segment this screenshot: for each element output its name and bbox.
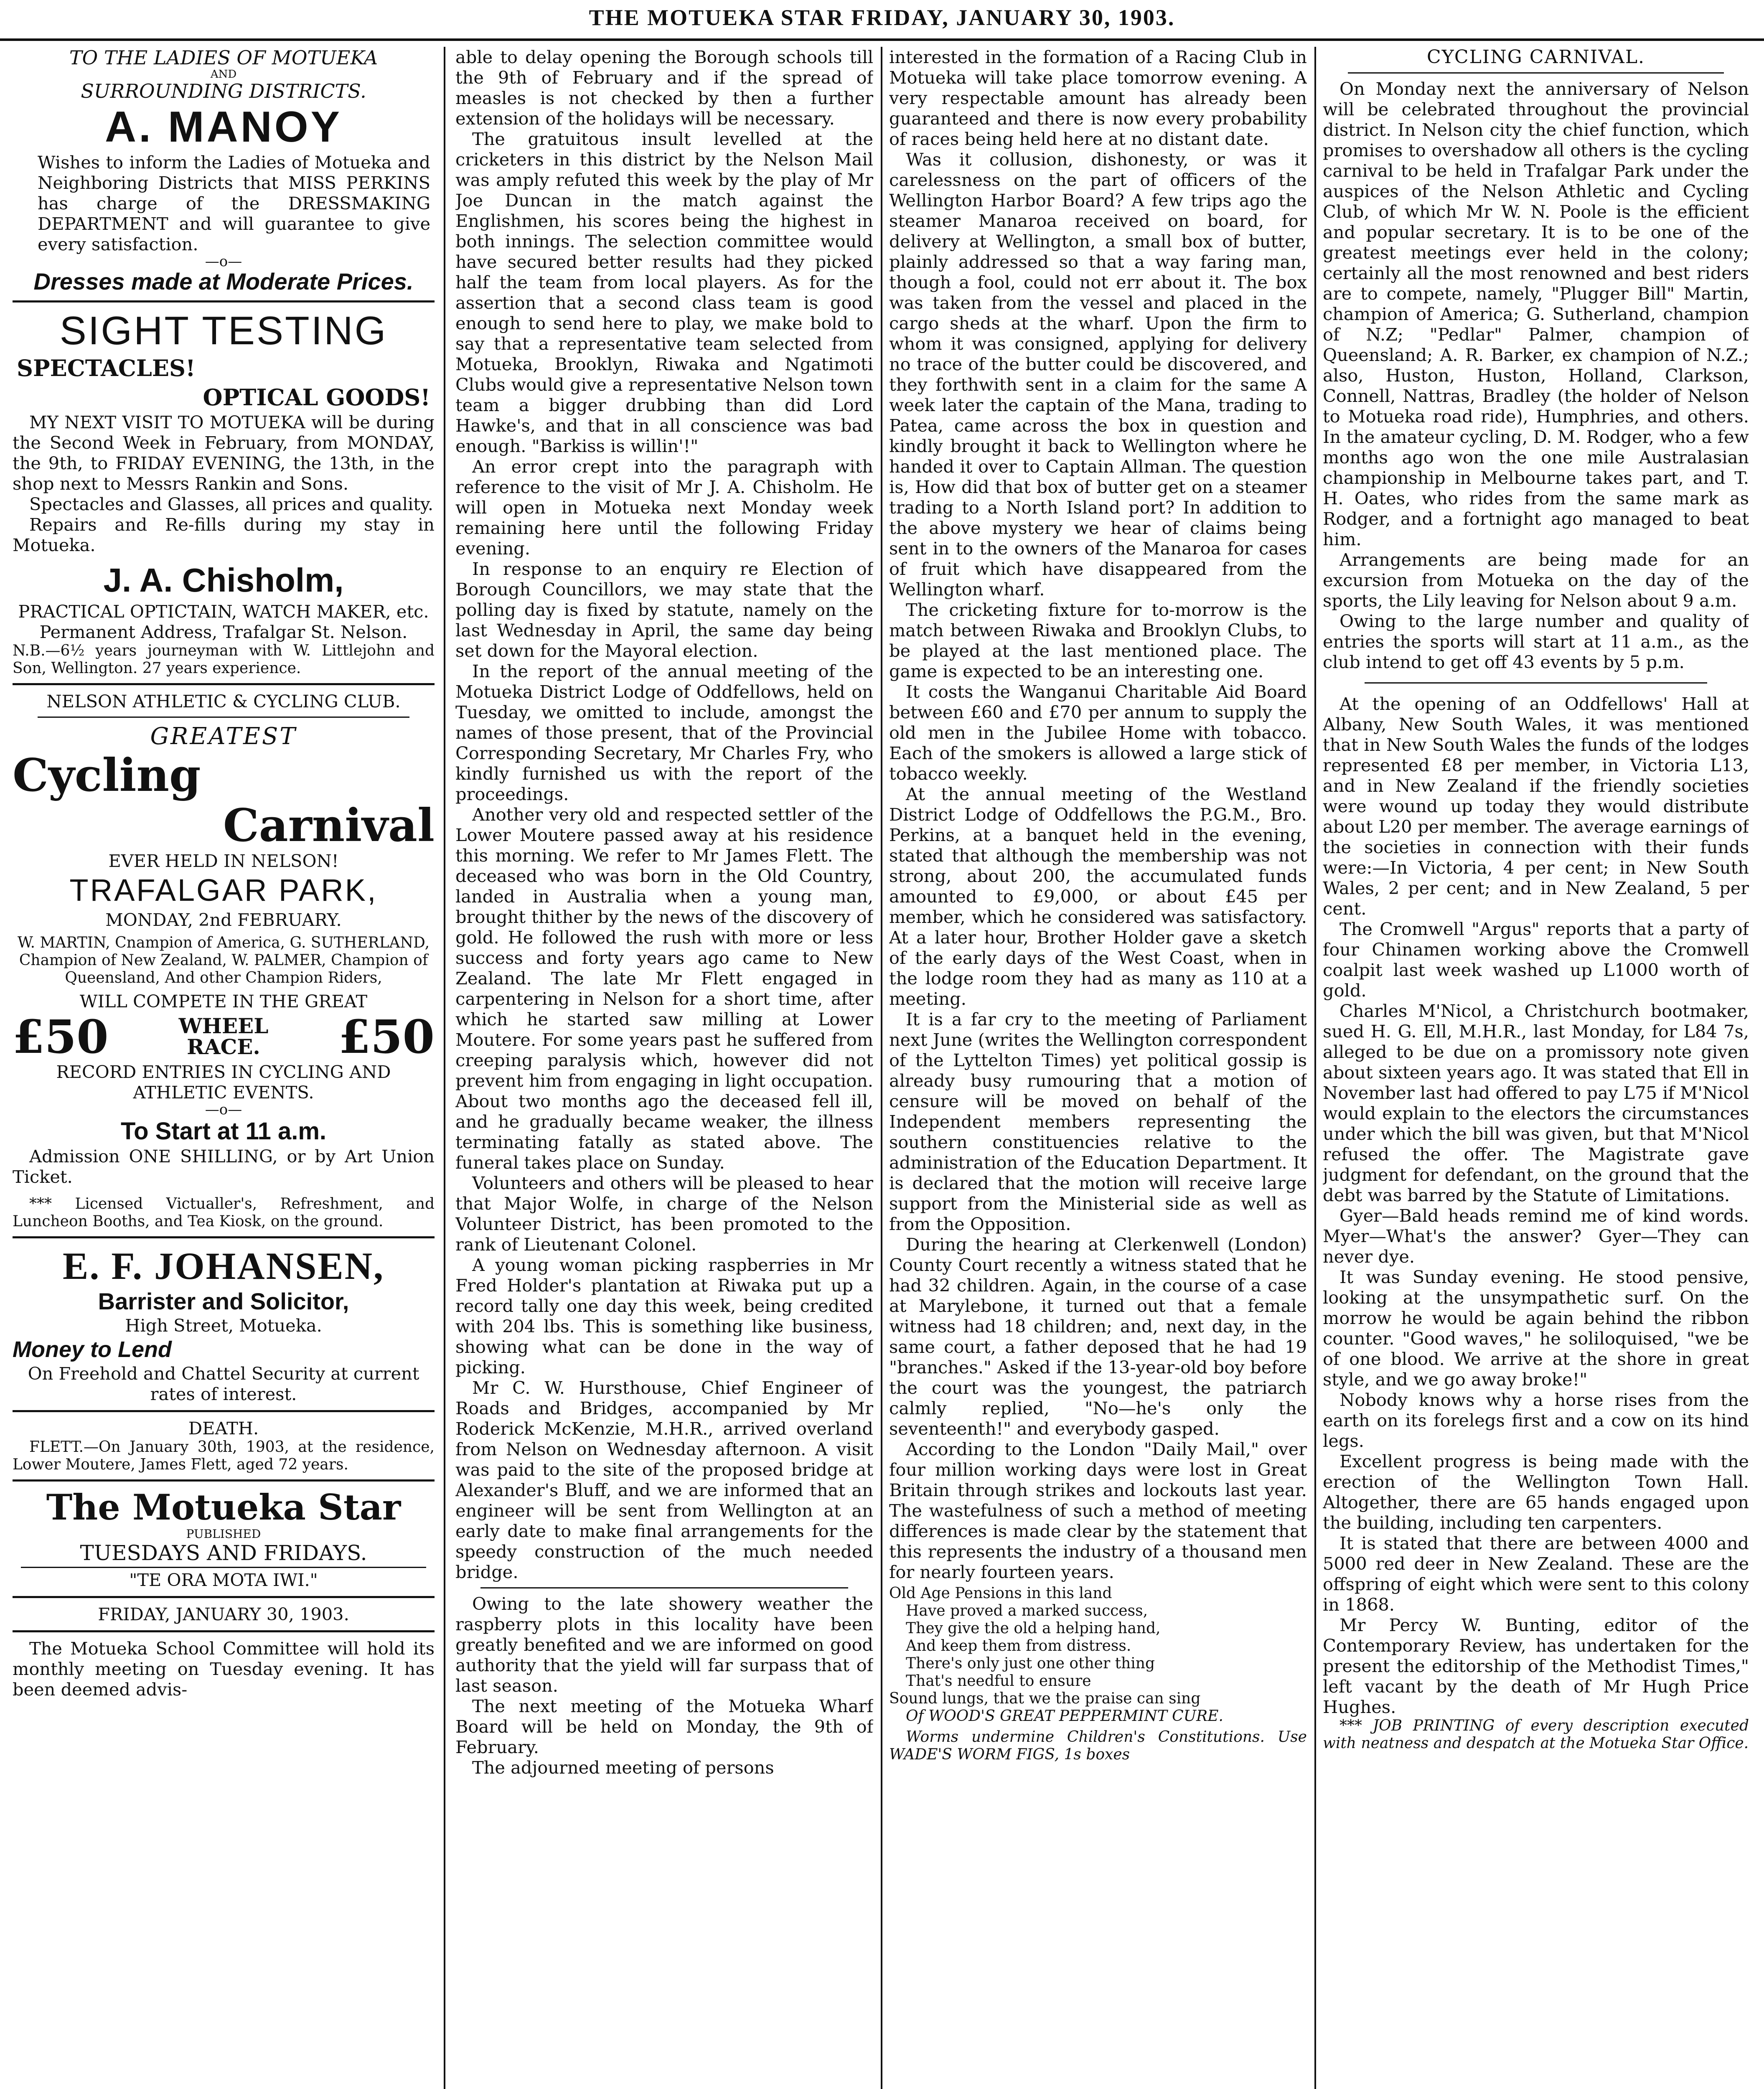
divider <box>21 1567 426 1568</box>
column-news-2 <box>455 47 873 2089</box>
separator: —o— <box>205 253 242 270</box>
verse-line: They give the old a helping hand, <box>906 1620 1161 1637</box>
divider <box>13 683 435 685</box>
compete-line: WILL COMPETE IN THE GREAT <box>79 991 368 1011</box>
job-printing-notice: *** JOB PRINTING of every description executed with neatness and despatch at the Motueka Star Office. <box>1323 1717 1749 1752</box>
separator: —o— <box>205 1101 242 1118</box>
news-paragraph: The Cromwell "Argus" reports that a party of four Chinamen working above the Cromwell coalpit last week washed up L1000 worth of gold. <box>1323 919 1749 1001</box>
news-paragraph: At the annual meeting of the Westland District Lodge of Oddfellows the P.G.M., Bro. Perkins, at a banquet held in the evening, stated that although the membership was not strong, about 200, the accumulated funds amounted to £9,000, or about £45 per member, which he considered was satisfactory. At a later hour, Brother Holder gave a sketch of the early days of the West Coast, when in the lodge room they had as many as 110 at a meeting. <box>889 784 1307 1009</box>
verse-line: That's needful to ensure <box>906 1672 1091 1690</box>
dresses-line: Dresses made at Moderate Prices. <box>33 268 414 295</box>
verse-line: Have proved a marked success, <box>906 1602 1148 1619</box>
tuesdays-line: TUESDAYS AND FRIDAYS. <box>80 1541 367 1565</box>
news-paragraph: Arrangements are being made for an excursion from Motueka on the day of the sports, the Lily leaving for Nelson about 9 a.m. <box>1323 549 1749 611</box>
verse-line: And keep them from distress. <box>906 1637 1131 1654</box>
divider <box>480 1587 848 1588</box>
repairs-notice: Repairs and Re-fills during my stay in Motueka. <box>13 514 435 555</box>
news-paragraph: An error crept into the paragraph with reference to the visit of Mr J. A. Chisholm. He will open in Motueka next Monday week remaining here until the following Friday evening. <box>455 456 873 559</box>
prize-amount: £50 <box>13 1009 109 1064</box>
manoy-text: Wishes to inform the Ladies of Motueka and Neighboring Districts that MISS PERKINS has charge of the DRESSMAKING DEPARTMENT and will guarantee to give every satisfaction. <box>38 152 430 254</box>
ever-held-line: EVER HELD IN NELSON! <box>108 851 339 871</box>
verse-line: Sound lungs, that we the praise can sing <box>889 1690 1201 1707</box>
column-news-3 <box>889 47 1307 2089</box>
news-paragraph: It costs the Wanganui Charitable Aid Board between £60 and £70 per annum to supply the old men in the Jubilee Home with tobacco. Each of the smokers is allowed a large stick of tobacco weekly. <box>889 681 1307 784</box>
cycling-carnival-heading: CYCLING CARNIVAL. <box>1426 47 1645 68</box>
news-paragraph: The next meeting of the Motueka Wharf Board will be held on Monday, the 9th of February. <box>455 1696 873 1757</box>
news-paragraph: At the opening of an Oddfellows' Hall at Albany, New South Wales, it was mentioned that in New South Wales the funds of the lodges represented £8 per member, in Victoria L13, and in New Zealand if the friendly societies were wound up today they would distribute about L20 per member. The average earnings of the societies in connection with their funds were:—In Victoria, 4 per cent; in New South Wales, 2 per cent; and in New Zealand, 5 per cent. <box>1323 694 1749 919</box>
greatest-line: GREATEST <box>150 723 297 750</box>
news-paragraph: The gratuitous insult levelled at the cricketers in this district by the Nelson Mail was amply refuted this week by the play of Mr Joe Duncan in the match against the Englishmen, his scores being the highest in both innings. The selection committee would have secured better results had they picked half the team from local players. As for the assertion that a second class team is good enough to send here to play, we make bold to say that a representative team selected from Motueka, Brooklyn, Riwaka and Ngatimoti Clubs would give a representative Nelson town team a bigger drubbing than did Lord Hawke's, and that in all conscience was bad enough. "Barkiss is willin'!" <box>455 129 873 456</box>
news-paragraph: A young woman picking raspberries in Mr Fred Holder's plantation at Riwaka put up a record tally one day this week, being credited with 204 lbs. This is something like business, showing what can be done in the way of picking. <box>455 1255 873 1377</box>
death-heading: DEATH. <box>188 1418 259 1438</box>
chisholm-trade: PRACTICAL OPTICTAIN, WATCH MAKER, etc. <box>18 601 429 622</box>
news-paragraph: It was Sunday evening. He stood pensive, looking at the unsympathetic surf. On the morrow he would be again behind the ribbon counter. "Good waves," he soliloquised, "we be of one blood. We arrive at the shore in great style, and we go away broke!" <box>1323 1267 1749 1390</box>
motto: "TE ORA MOTA IWI." <box>129 1570 318 1590</box>
divider <box>38 717 409 718</box>
column-rule <box>881 47 882 2089</box>
high-street-line: High Street, Motueka. <box>125 1315 322 1336</box>
news-paragraph: It is stated that there are between 4000 and 5000 red deer in New Zealand. These are the offspring of eight which were sent to this colony in 1868. <box>1323 1533 1749 1615</box>
column-news-4 <box>1323 47 1749 2089</box>
start-time: To Start at 11 a.m. <box>120 1118 327 1145</box>
spectacles-notice: Spectacles and Glasses, all prices and quality. <box>29 494 434 514</box>
divider <box>1348 72 1724 74</box>
race-word: RACE. <box>187 1034 260 1059</box>
wheel-word: WHEEL <box>178 1014 269 1038</box>
news-paragraph: interested in the formation of a Racing Club in Motueka will take place tomorrow evening. A very respectable amount has already been guaranteed and there is now every probability of races being held here at no distant date. <box>889 47 1307 149</box>
chisholm-address: Permanent Address, Trafalgar St. Nelson. <box>39 622 408 642</box>
optical-goods-line: OPTICAL GOODS! <box>203 384 430 411</box>
cycling-line: Cycling <box>13 749 201 802</box>
news-paragraph: The cricketing fixture for to-morrow is the match between Riwaka and Brooklyn Clubs, to be played at the last mentioned place. The game is expected to be an interesting one. <box>889 600 1307 681</box>
news-paragraph: able to delay opening the Borough schools till the 9th of February and if the spread of measles is not checked by then a further extension of the holidays will be necessary. <box>455 47 873 129</box>
freehold-line: On Freehold and Chattel Security at current rates of interest. <box>28 1363 419 1404</box>
divider <box>13 1630 435 1632</box>
wheel-race-banner <box>13 1011 435 1062</box>
school-committee: The Motueka School Committee will hold its monthly meeting on Tuesday evening. It has been deemed advis- <box>13 1638 435 1700</box>
record-entries: RECORD ENTRIES IN CYCLING AND ATHLETIC EVENTS. <box>56 1062 391 1103</box>
monday-line: MONDAY, 2nd FEBRUARY. <box>105 910 342 930</box>
money-to-lend: Money to Lend <box>13 1337 172 1362</box>
divider <box>13 1596 435 1598</box>
sight-testing-title: SIGHT TESTING <box>59 308 388 353</box>
news-paragraph: It is a far cry to the meeting of Parliament next June (writes the Wellington correspondent of the Lyttelton Times) yet political gossip is already busy rumouring that a motion of censure will be moved on behalf of the Independent members representing the southern constituencies relative to the administration of the Education Department. It is declared that the motion will receive large support from the Ministerial side as well as from the Opposition. <box>889 1009 1307 1234</box>
news-paragraph: Was it collusion, dishonesty, or was it carelessness on the part of officers of the Wellington Harbor Board? A few trips ago the steamer Manaroa received on board, for delivery at Wellington, a small box of butter, plainly addressed so that a way faring man, though a fool, could not err about it. The box was taken from the vessel and placed in the cargo sheds at the wharf. Upon the firm to whom it was consigned, applying for delivery no trace of the butter could be discovered, and they forthwith sent in a claim for the same A week later the captain of the Mana, trading to Patea, came across the box in question and kindly brought it back to Wellington where he handed it over to Captain Allman. The question is, How did that box of butter get on a steamer trading to a North Island port? In addition to the above mystery we hear of claims being sent in to the owners of the Manaroa for cases of fruit which have disappeared from the Wellington wharf. <box>889 149 1307 600</box>
visit-notice: MY NEXT VISIT TO MOTUEKA will be during the Second Week in February, from MONDAY, the 9th, to FRIDAY EVENING, the 13th, in the shop next to Messrs Rankin and Sons. <box>13 412 435 494</box>
chisholm-name: J. A. Chisholm, <box>103 562 344 599</box>
column-rule <box>444 47 445 2089</box>
news-paragraph: Owing to the large number and quality of entries the sports will start at 11 a.m., as the club intend to get off 43 events by 5 p.m. <box>1323 611 1749 672</box>
ladies-heading-2: SURROUNDING DISTRICTS. <box>81 80 366 102</box>
news-paragraph: Excellent progress is being made with the erection of the Wellington Town Hall. Altogether, there are 65 hands engaged upon the building, including ten carpenters. <box>1323 1451 1749 1533</box>
column-rule <box>1314 47 1316 2089</box>
news-paragraph: Mr Percy W. Bunting, editor of the Contemporary Review, has undertaken for the present the editorship of the Methodist Times," left vacant by the death of Mr Hugh Price Hughes. <box>1323 1615 1749 1717</box>
news-paragraph: Gyer—Bald heads remind me of kind words. Myer—What's the answer? Gyer—They can never dye. <box>1323 1205 1749 1267</box>
published-line: PUBLISHED <box>186 1527 261 1541</box>
news-paragraph: According to the London "Daily Mail," over four million working days were lost in Great Britain through strikes and lockouts last year. The wastefulness of such a method of meeting differences is made clear by the statement that this represents the industry of a thousand men for nearly fourteen years. <box>889 1439 1307 1582</box>
divider <box>1365 682 1707 684</box>
dateline: FRIDAY, JANUARY 30, 1903. <box>98 1604 349 1624</box>
masthead: The Motueka Star <box>46 1487 401 1528</box>
news-paragraph: On Monday next the anniversary of Nelson will be celebrated throughout the provincial district. In Nelson city the chief function, which promises to overshadow all others is the cycling carnival to be held in Trafalgar Park under the auspices of the Nelson Athletic and Cycling Club, of which Mr W. N. Poole is the efficient and popular secretary. It is to be one of the greatest meetings ever held in the colony; certainly all the most renowned and best riders are to compete, namely, "Plugger Bill" Martin, champion of America; G. Sutherland, champion of N.Z; "Pedlar" Palmer, champion of Queensland; A. R. Barker, ex champion of N.Z.; also, Huston, Huston, Holland, Clarkson, Connell, Nattras, Bradley (the holder of Nelson to Motueka road ride), Humphries, and others. In the amateur cycling, D. M. Rodger, who a few months ago won the one mile Australasian championship in Melbourne takes part, and T. H. Oates, who rides from the same mark as Rodger, and a fortnight ago managed to beat him. <box>1323 79 1749 549</box>
news-paragraph: Mr C. W. Hursthouse, Chief Engineer of Roads and Bridges, accompanied by Mr Roderick McKenzie, M.H.R., arrived overland from Nelson on Wednesday afternoon. A visit was paid to the site of the proposed bridge at Alexander's Bluff, and we are informed that an engineer will be sent from Wellington at an early date to make final arrangements for the speedy construction of the much needed bridge. <box>455 1377 873 1582</box>
news-paragraph: Another very old and respected settler of the Lower Moutere passed away at his residence this morning. We refer to Mr James Flett. The deceased who was born in the Old Country, landed in Australia when a young man, brought thither by the news of the discovery of gold. He followed the rush with more or less success and forty years ago came to New Zealand. The late Mr Flett engaged in carpentering in Nelson for a short time, after which he started saw milling at Lower Moutere. For some years past he suffered from creeping paralysis which, however did not prevent him from engaging in light occupation. About two months ago the deceased fell ill, and he gradually became weaker, the illness terminating fatally as stated above. The funeral takes place on Sunday. <box>455 804 873 1173</box>
trafalgar-line: TRAFALGAR PARK, <box>69 873 378 907</box>
johansen-name: E. F. JOHANSEN, <box>62 1245 385 1287</box>
page-header: THE MOTUEKA STAR FRIDAY, JANUARY 30, 1903. <box>0 0 1764 41</box>
ladies-and: AND <box>210 68 237 81</box>
ladies-heading: TO THE LADIES OF MOTUEKA <box>69 47 378 69</box>
death-notice: FLETT.—On January 30th, 1903, at the residence, Lower Moutere, James Flett, aged 72 years. <box>13 1438 435 1473</box>
divider <box>13 1236 435 1238</box>
news-paragraph: The adjourned meeting of persons <box>472 1757 774 1778</box>
news-paragraph: Nobody knows why a horse rises from the earth on its forelegs first and a cow on its hind legs. <box>1323 1390 1749 1451</box>
news-paragraph: Volunteers and others will be pleased to hear that Major Wolfe, in charge of the Nelson Volunteer District, has been promoted to the rank of Lieutenant Colonel. <box>455 1173 873 1255</box>
verse-line: Of WOOD'S GREAT PEPPERMINT CURE. <box>906 1708 1223 1725</box>
verse-line: Old Age Pensions in this land <box>889 1585 1112 1602</box>
verse-line: There's only just one other thing <box>906 1655 1155 1672</box>
manoy-name: A. MANOY <box>105 103 342 151</box>
worm-figs-ad: Worms undermine Children's Constitutions. Use WADE'S WORM FIGS, 1s boxes <box>889 1728 1307 1763</box>
divider <box>13 1479 435 1482</box>
column-advertisements <box>13 47 435 2089</box>
news-paragraph: During the hearing at Clerkenwell (London) County Court recently a witness stated that he had 32 children. Again, in the course of a case at Marylebone, it turned out that a female witness had 18 children; and, next day, in the same court, a father deposed that he had 19 "branches." Asked if the 13-year-old boy before the court was the youngest, the patriarch calmly replied, "No—he's only the seventeenth!" and everybody gasped. <box>889 1234 1307 1439</box>
divider <box>13 300 435 302</box>
admission-line: Admission ONE SHILLING, or by Art Union Ticket. <box>13 1146 435 1187</box>
news-paragraph: In response to an enquiry re Election of Borough Councillors, we may state that the polling day is fixed by statute, namely on the last Wednesday in April, the same day being set down for the Mayoral election. <box>455 559 873 661</box>
prize-amount: £50 <box>338 1009 435 1064</box>
divider <box>13 1410 435 1412</box>
news-paragraph: Charles M'Nicol, a Christchurch bootmaker, sued H. G. Ell, M.H.R., last Monday, for L84 7s, alleged to be due on a promissory note given about sixteen years ago. It was stated that Ell in November last had offered to pay L75 if M'Nicol would explain to the electors the circumstances under which the bill was given, but that M'Nicol refused the offer. The Magistrate gave judgment for defendant, on the ground that the debt was barred by the Statute of Limitations. <box>1323 1001 1749 1205</box>
news-paragraph: In the report of the annual meeting of the Motueka District Lodge of Oddfellows, held on Tuesday, we omitted to include, amongst the names of those present, that of the Provincial Corresponding Secretary, Mr Charles Fry, who kindly furnished us with the report of the proceedings. <box>455 661 873 804</box>
news-paragraph: Owing to the late showery weather the raspberry plots in this locality have been greatly benefited and we are informed on good authority that the yield will far surpass that of last season. <box>455 1593 873 1696</box>
spectacles-line: SPECTACLES! <box>17 355 196 381</box>
barrister-line: Barrister and Solicitor, <box>98 1288 349 1314</box>
chisholm-nb: N.B.—6½ years journeyman with W. Littlejohn and Son, Wellington. 27 years experience. <box>13 642 435 677</box>
pension-verse <box>889 1585 1307 1725</box>
carnival-line: Carnival <box>223 799 435 852</box>
club-heading: NELSON ATHLETIC & CYCLING CLUB. <box>46 691 401 712</box>
licensed-line: *** Licensed Victualler's, Refreshment, and Luncheon Booths, and Tea Kiosk, on the ground. <box>13 1195 435 1230</box>
riders-line: W. MARTIN, Cnampion of America, G. SUTHERLAND, Champion of New Zealand, W. PALMER, Champion of Queensland, And other Champion Riders, <box>17 934 430 986</box>
